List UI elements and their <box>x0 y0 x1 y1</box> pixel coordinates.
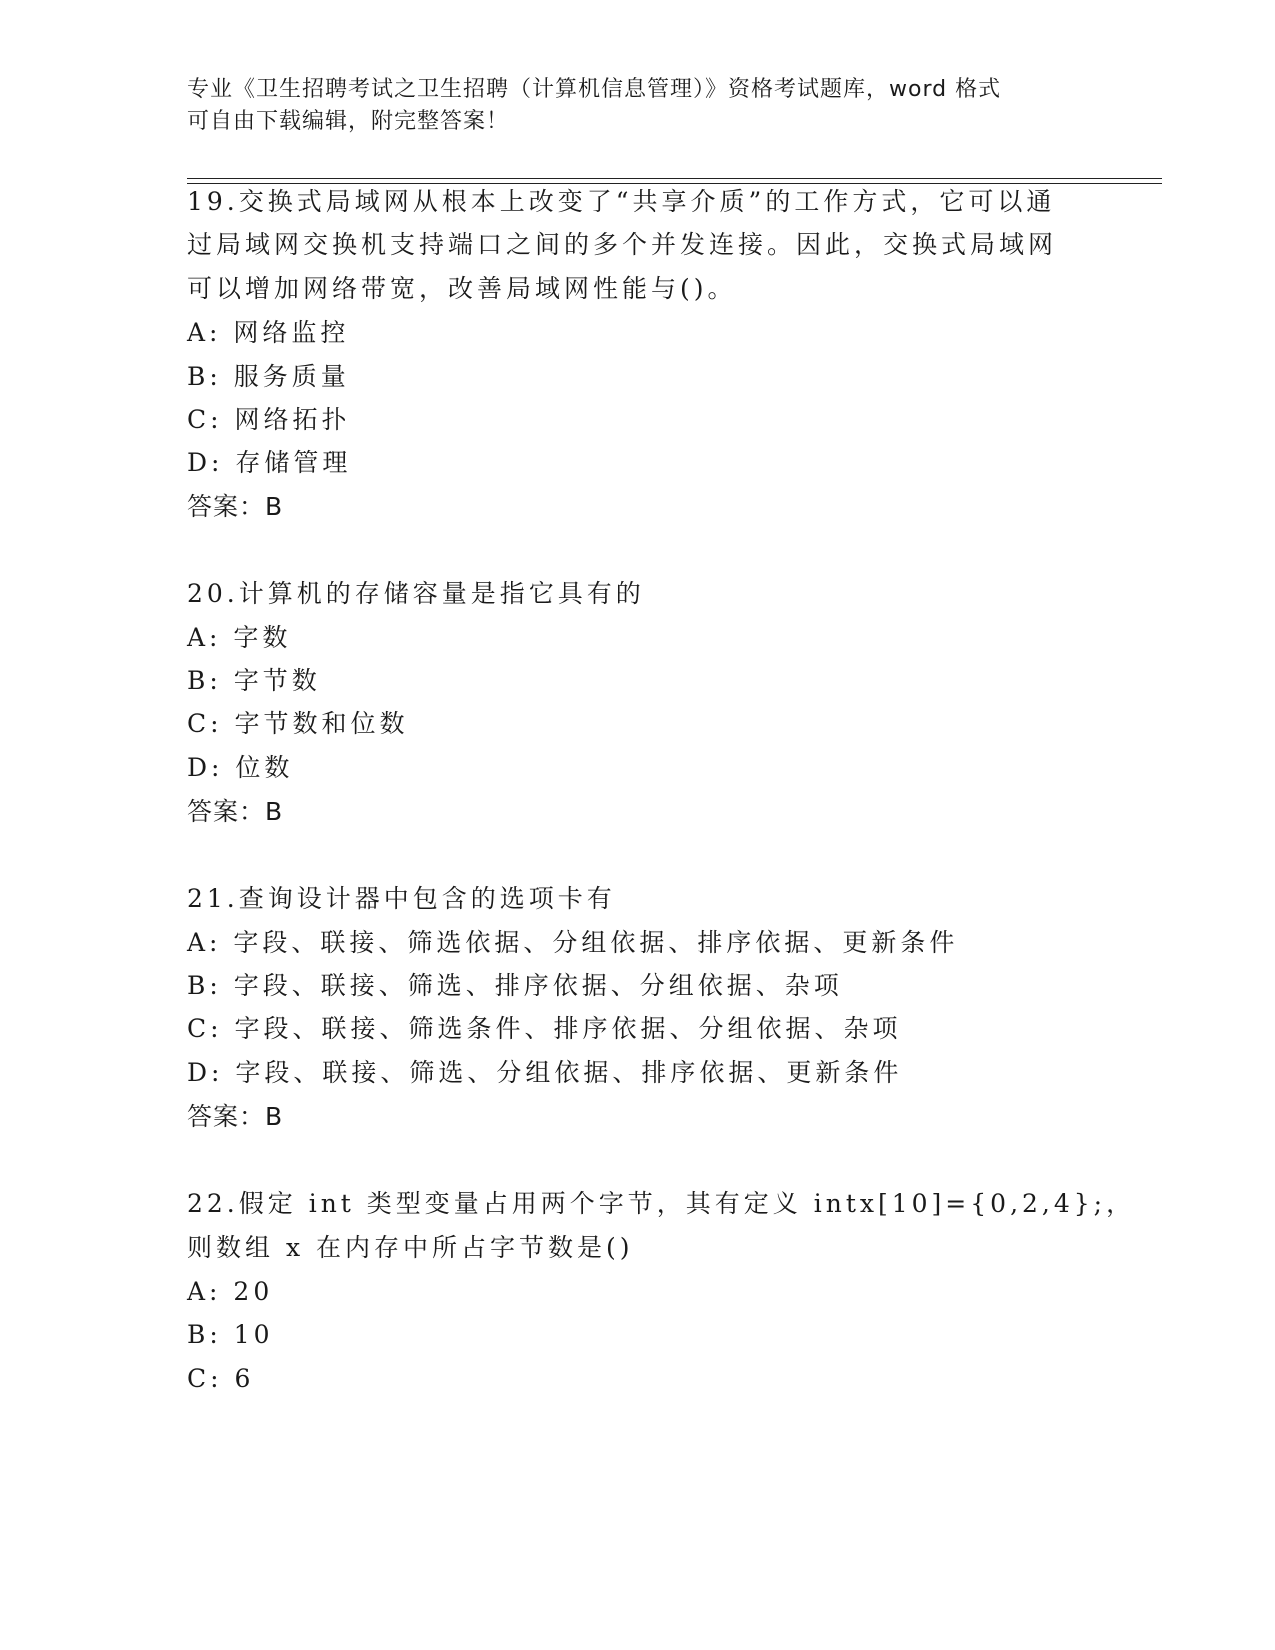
header-divider-top <box>187 178 1162 179</box>
question-19-option-c: C: 网络拓扑 <box>187 405 351 434</box>
question-21-option-c: C: 字段、联接、筛选条件、排序依据、分组依据、杂项 <box>187 1014 902 1043</box>
question-22-option-c: C: 6 <box>187 1364 255 1393</box>
question-20-answer: 答案：B <box>187 797 284 826</box>
question-19-stem-line-1: 19.交换式局域网从根本上改变了“共享介质”的工作方式，它可以通 <box>187 187 1056 216</box>
question-22-stem-line-1: 22.假定 int 类型变量占用两个字节，其有定义 intx[10]={0,2,4};， <box>187 1189 1136 1218</box>
question-19-answer: 答案：B <box>187 492 284 521</box>
question-19-option-d: D: 存储管理 <box>187 448 352 477</box>
question-20-option-b: B: 字节数 <box>187 666 321 695</box>
question-21-option-a: A: 字段、联接、筛选依据、分组依据、排序依据、更新条件 <box>187 928 959 957</box>
question-19-option-a: A: 网络监控 <box>187 318 350 347</box>
question-20-option-c: C: 字节数和位数 <box>187 709 409 738</box>
question-22-option-b: B: 10 <box>187 1320 274 1349</box>
header-divider-bottom <box>187 183 1162 184</box>
question-21-answer: 答案：B <box>187 1102 284 1131</box>
question-20-option-d: D: 位数 <box>187 753 294 782</box>
header-line-2: 可自由下载编辑，附完整答案！ <box>187 109 510 134</box>
question-20-option-a: A: 字数 <box>187 623 292 652</box>
question-22-option-a: A: 20 <box>187 1277 274 1306</box>
question-22-stem-line-2: 则数组 x 在内存中所占字节数是() <box>187 1233 634 1262</box>
question-21-stem-line-1: 21.查询设计器中包含的选项卡有 <box>187 884 616 913</box>
question-19-stem-line-2: 过局域网交换机支持端口之间的多个并发连接。因此，交换式局域网 <box>187 230 1058 259</box>
question-19-option-b: B: 服务质量 <box>187 362 350 391</box>
question-21-option-b: B: 字段、联接、筛选、排序依据、分组依据、杂项 <box>187 971 843 1000</box>
question-20-stem-line-1: 20.计算机的存储容量是指它具有的 <box>187 579 645 608</box>
question-19-stem-line-3: 可以增加网络带宽，改善局域网性能与()。 <box>187 274 737 303</box>
document-header <box>187 74 1087 138</box>
question-21-option-d: D: 字段、联接、筛选、分组依据、排序依据、更新条件 <box>187 1058 903 1087</box>
header-line-1: 专业《卫生招聘考试之卫生招聘（计算机信息管理）》资格考试题库，word 格式 <box>187 77 1002 102</box>
